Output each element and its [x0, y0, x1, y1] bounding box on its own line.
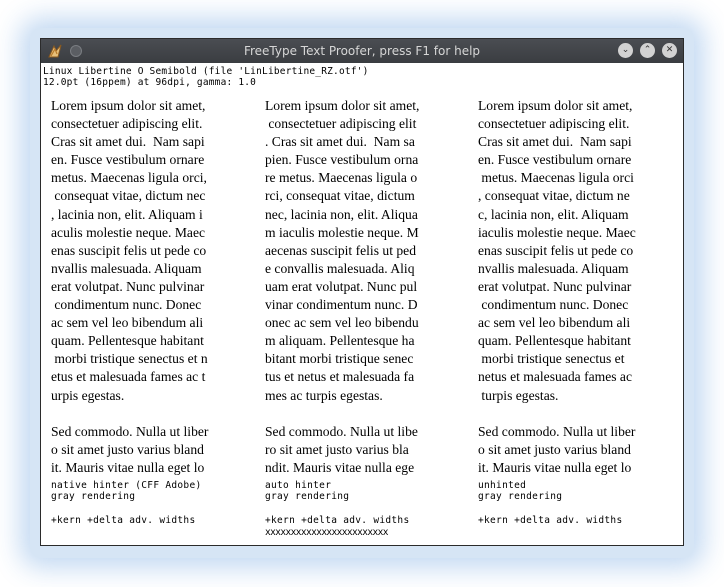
text-line: Cras sit amet dui. Nam sapi	[478, 134, 632, 150]
active-column-marker: xxxxxxxxxxxxxxxxxxxxxxxx	[265, 527, 388, 538]
minimize-button[interactable]: ⌄	[618, 43, 633, 58]
window-title: FreeType Text Proofer, press F1 for help	[243, 44, 481, 58]
text-line: condimentum nunc. Donec	[51, 297, 202, 313]
close-button[interactable]: ✕	[662, 43, 677, 58]
text-line: uam erat volutpat. Nunc pul	[265, 278, 418, 294]
hinter-label: auto hinter	[265, 480, 332, 491]
rendering-label: gray rendering	[478, 491, 563, 502]
text-line: etus et malesuada fames ac t	[51, 369, 206, 385]
options-label: +kern +delta adv. widths	[51, 515, 196, 526]
text-line: mes ac turpis egestas.	[265, 387, 383, 403]
text-line: Lorem ipsum dolor sit amet,	[51, 98, 206, 113]
text-line: e convallis malesuada. Aliq	[265, 260, 415, 276]
text-line: condimentum nunc. Donec	[478, 297, 629, 313]
text-line: Sed commodo. Nulla ut liber	[478, 424, 636, 439]
font-info-line: Linux Libertine O Semibold (file 'LinLibertine_RZ.otf')	[43, 66, 369, 77]
text-line: c, lacinia non, elit. Aliquam	[478, 206, 629, 222]
title-bar[interactable]	[41, 39, 683, 63]
text-line: rci, consequat vitae, dictum	[265, 188, 415, 204]
text-line: Sed commodo. Nulla ut liber	[51, 424, 209, 439]
text-line: nec, lacinia non, elit. Aliqua	[265, 206, 418, 222]
text-line: consectetuer adipiscing elit	[265, 116, 417, 132]
text-line: tus et netus et malesuada fa	[265, 369, 415, 385]
text-line: o sit amet justo varius bland	[51, 442, 204, 458]
text-line: Cras sit amet dui. Nam sapi	[51, 134, 205, 150]
text-line: . Cras sit amet dui. Nam sa	[265, 134, 415, 150]
text-line: ac sem vel leo bibendum ali	[478, 315, 631, 331]
text-line: metus. Maecenas ligula orci	[478, 170, 634, 186]
text-line: erat volutpat. Nunc pulvinar	[478, 278, 632, 294]
proof-paragraph-2	[478, 423, 678, 477]
options-label: +kern +delta adv. widths	[265, 515, 410, 526]
maximize-button[interactable]: ⌃	[640, 43, 655, 58]
text-line: onec ac sem vel leo bibendu	[265, 315, 419, 331]
text-line: aculis molestie neque. Maec	[51, 224, 206, 240]
proof-paragraph-2	[265, 423, 465, 477]
text-line: Lorem ipsum dolor sit amet,	[478, 98, 633, 113]
text-line: nvallis malesuada. Aliquam	[478, 260, 629, 276]
proof-paragraph-1	[478, 97, 678, 405]
rendering-label: gray rendering	[51, 491, 136, 502]
text-line: consequat vitae, dictum nec	[51, 188, 206, 204]
text-line: en. Fusce vestibulum ornare	[478, 152, 632, 168]
hinter-label: unhinted	[478, 480, 527, 491]
size-info-line: 12.0pt (16ppem) at 96dpi, gamma: 1.0	[43, 77, 257, 88]
text-line: bitant morbi tristique senec	[265, 351, 414, 367]
text-line: morbi tristique senectus et	[478, 351, 625, 367]
text-line: netus et malesuada fames ac	[478, 369, 632, 385]
text-line: it. Mauris vitae nulla eget lo	[478, 460, 632, 476]
proof-paragraph-1	[51, 97, 251, 405]
text-line: ac sem vel leo bibendum ali	[51, 315, 204, 331]
text-line: morbi tristique senectus et n	[51, 351, 208, 367]
text-line: turpis egestas.	[478, 387, 559, 403]
text-line: metus. Maecenas ligula orci,	[51, 170, 207, 186]
text-line: Lorem ipsum dolor sit amet,	[265, 98, 420, 113]
rendering-label: gray rendering	[265, 491, 350, 502]
column-native-hinter	[51, 97, 251, 526]
text-line: m iaculis molestie neque. M	[265, 224, 419, 240]
text-line: iaculis molestie neque. Maec	[478, 224, 636, 240]
options-label: +kern +delta adv. widths	[478, 515, 623, 526]
text-line: enas suscipit felis ut pede co	[51, 242, 207, 258]
proof-paragraph-2	[51, 423, 251, 477]
freetype-proofer-window	[40, 38, 684, 546]
text-line: en. Fusce vestibulum ornare	[51, 152, 205, 168]
text-line: consectetuer adipiscing elit.	[51, 116, 203, 132]
text-line: pien. Fusce vestibulum orna	[265, 152, 419, 168]
text-line: o sit amet justo varius bland	[478, 442, 631, 458]
text-line: m aliquam. Pellentesque ha	[265, 333, 415, 349]
text-line: , consequat vitae, dictum ne	[478, 188, 630, 204]
text-line: enas suscipit felis ut pede co	[478, 242, 634, 258]
text-line: ro sit amet justo varius bla	[265, 442, 409, 458]
text-line: , lacinia non, elit. Aliquam i	[51, 206, 203, 222]
text-line: urpis egestas.	[51, 387, 125, 403]
column-auto-hinter	[265, 97, 465, 538]
column-unhinted	[478, 97, 678, 526]
hinter-label: native hinter (CFF Adobe)	[51, 480, 202, 491]
text-line: consectetuer adipiscing elit.	[478, 116, 630, 132]
text-line: quam. Pellentesque habitant	[51, 333, 204, 349]
text-line: Sed commodo. Nulla ut libe	[265, 424, 418, 439]
text-line: aecenas suscipit felis ut ped	[265, 242, 416, 258]
text-line: it. Mauris vitae nulla eget lo	[51, 460, 205, 476]
text-line: quam. Pellentesque habitant	[478, 333, 631, 349]
text-line: erat volutpat. Nunc pulvinar	[51, 278, 205, 294]
text-line: ndit. Mauris vitae nulla ege	[265, 460, 415, 476]
proof-paragraph-1	[265, 97, 465, 405]
text-line: re metus. Maecenas ligula o	[265, 170, 418, 186]
text-line: vinar condimentum nunc. D	[265, 297, 418, 313]
text-line: nvallis malesuada. Aliquam	[51, 260, 202, 276]
